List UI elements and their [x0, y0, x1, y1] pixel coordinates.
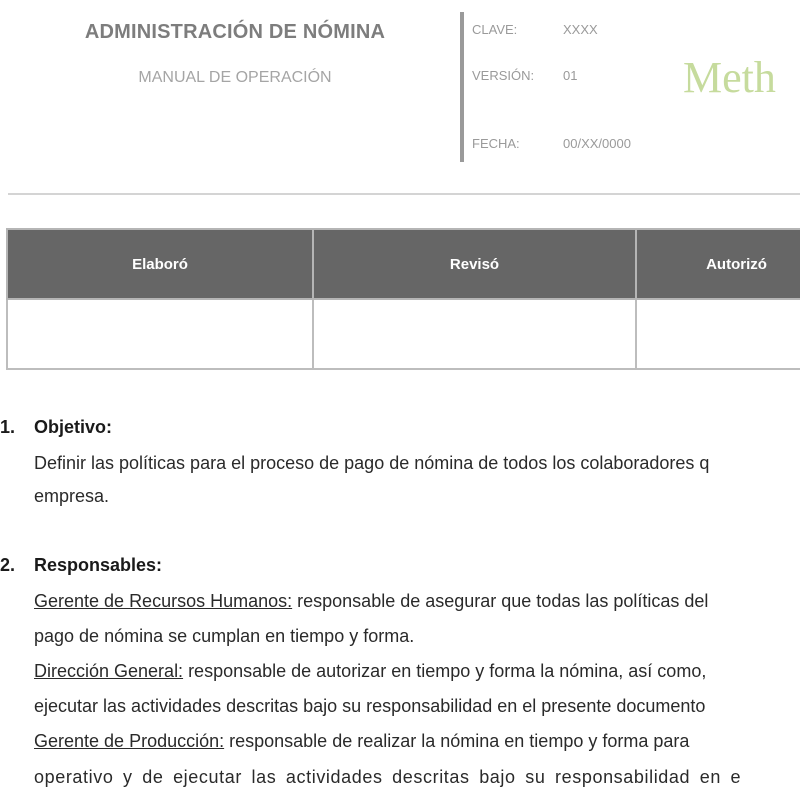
signature-cell-reviso[interactable] — [313, 299, 636, 369]
section-number: 2. — [0, 555, 16, 575]
responsible-item — [34, 661, 706, 682]
document-subtitle: MANUAL DE OPERACIÓN — [138, 69, 332, 86]
meta-value-version: 01 — [563, 68, 578, 83]
role-name: Dirección General: — [34, 661, 184, 681]
meta-value-fecha: 00/XX/0000 — [563, 136, 631, 151]
role-description: responsable de asegurar que todas las políticas del — [292, 591, 709, 611]
document-title: ADMINISTRACIÓN DE NÓMINA — [84, 21, 386, 43]
meta-value-clave: XXXX — [563, 22, 598, 37]
signature-cell-elaboro[interactable] — [7, 299, 313, 369]
meta-label-clave: CLAVE: — [472, 22, 518, 37]
paragraph-line: ejecutar las actividades descritas bajo su responsabilidad en el presente documento — [34, 696, 706, 716]
meta-label-version: VERSIÓN: — [472, 68, 535, 83]
paragraph-line: operativo y de ejecutar las actividades descritas bajo su responsabilidad en e — [34, 767, 742, 787]
signature-cell-autorizo[interactable] — [636, 299, 800, 369]
section-title: Objetivo: — [34, 417, 113, 437]
signature-header-reviso: Revisó — [313, 229, 636, 299]
signature-header-autorizo: Autorizó — [636, 229, 800, 299]
responsible-item — [34, 591, 708, 612]
paragraph-line: empresa. — [34, 486, 110, 506]
section-title: Responsables: — [34, 555, 163, 575]
header-divider — [460, 12, 464, 162]
section-number: 1. — [0, 417, 16, 437]
signature-header-row — [7, 229, 800, 299]
company-logo: Meth — [683, 53, 776, 102]
role-description: responsable de realizar la nómina en tiempo y forma para — [224, 731, 690, 751]
role-name: Gerente de Producción: — [34, 731, 225, 751]
role-name: Gerente de Recursos Humanos: — [34, 591, 293, 611]
signature-table — [6, 228, 800, 370]
signature-row — [7, 299, 800, 369]
signature-header-elaboro: Elaboró — [7, 229, 313, 299]
meta-label-fecha: FECHA: — [472, 136, 520, 151]
paragraph-line: Definir las políticas para el proceso de pago de nómina de todos los colaboradores q — [34, 453, 710, 473]
role-description: responsable de autorizar en tiempo y forma la nómina, así como, — [183, 661, 707, 681]
paragraph-line: pago de nómina se cumplan en tiempo y forma. — [34, 626, 415, 646]
responsible-item — [34, 731, 689, 752]
header-rule — [8, 193, 800, 195]
